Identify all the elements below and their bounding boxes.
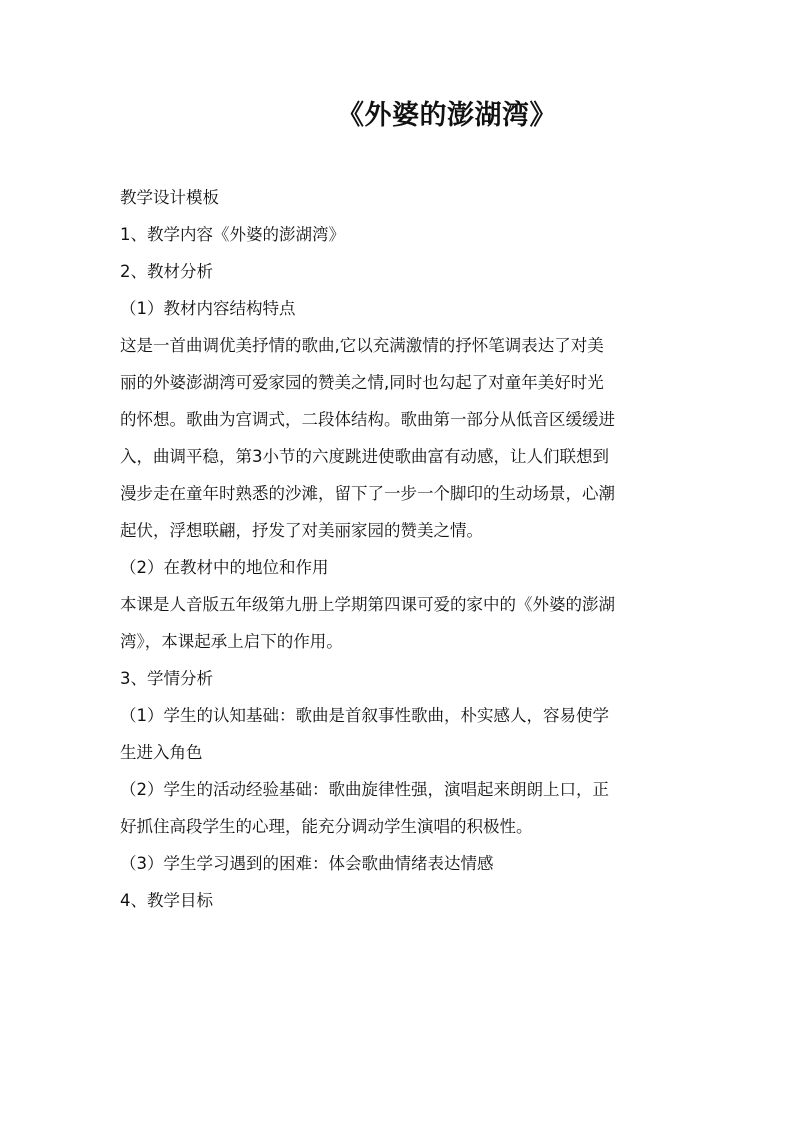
paragraph-line: 起伏，浮想联翩，抒发了对美丽家园的赞美之情。 — [120, 521, 483, 540]
paragraph-line: 生进入角色 — [120, 743, 203, 762]
paragraph-line: 漫步走在童年时熟悉的沙滩，留下了一步一个脚印的生动场景，心潮 — [120, 484, 615, 503]
paragraph-line: 丽的外婆澎湖湾可爱家园的赞美之情,同时也勾起了对童年美好时光 — [120, 373, 604, 392]
section-teaching-goals: 4、教学目标 — [120, 891, 213, 910]
paragraph-line: 入，曲调平稳，第3小节的六度跳进使歌曲富有动感，让人们联想到 — [120, 447, 609, 466]
paragraph-activity-basis — [120, 776, 676, 840]
subsection-difficulties: （3）学生学习遇到的困难：体会歌曲情绪表达情感 — [120, 854, 494, 873]
paragraph-line: 本课是人音版五年级第九册上学期第四课可爱的家中的《外婆的澎湖 — [120, 595, 615, 614]
paragraph-line: 湾》，本课起承上启下的作用。 — [120, 632, 343, 651]
subsection-position-role: （2）在教材中的地位和作用 — [120, 558, 329, 577]
document-body — [120, 184, 676, 924]
paragraph-position-role — [120, 591, 676, 655]
paragraph-line: 的怀想。歌曲为宫调式，二段体结构。歌曲第一部分从低音区缓缓进 — [120, 410, 615, 429]
document-title: 《外婆的澎湖湾》 — [337, 100, 557, 131]
paragraph-content-structure — [120, 332, 676, 544]
subsection-content-structure: （1）教材内容结构特点 — [120, 299, 296, 318]
template-label: 教学设计模板 — [120, 188, 219, 207]
section-material-analysis: 2、教材分析 — [120, 262, 213, 281]
paragraph-line: （1）学生的认知基础：歌曲是首叙事性歌曲，朴实感人，容易使学 — [120, 706, 609, 725]
paragraph-line: 这是一首曲调优美抒情的歌曲,它以充满激情的抒怀笔调表达了对美 — [120, 336, 604, 355]
section-learner-analysis: 3、学情分析 — [120, 669, 213, 688]
paragraph-cognitive-basis — [120, 702, 676, 766]
paragraph-line: （2）学生的活动经验基础：歌曲旋律性强，演唱起来朗朗上口，正 — [120, 780, 609, 799]
paragraph-line: 好抓住高段学生的心理，能充分调动学生演唱的积极性。 — [120, 817, 533, 836]
section-teaching-content: 1、教学内容《外婆的澎湖湾》 — [120, 225, 345, 244]
